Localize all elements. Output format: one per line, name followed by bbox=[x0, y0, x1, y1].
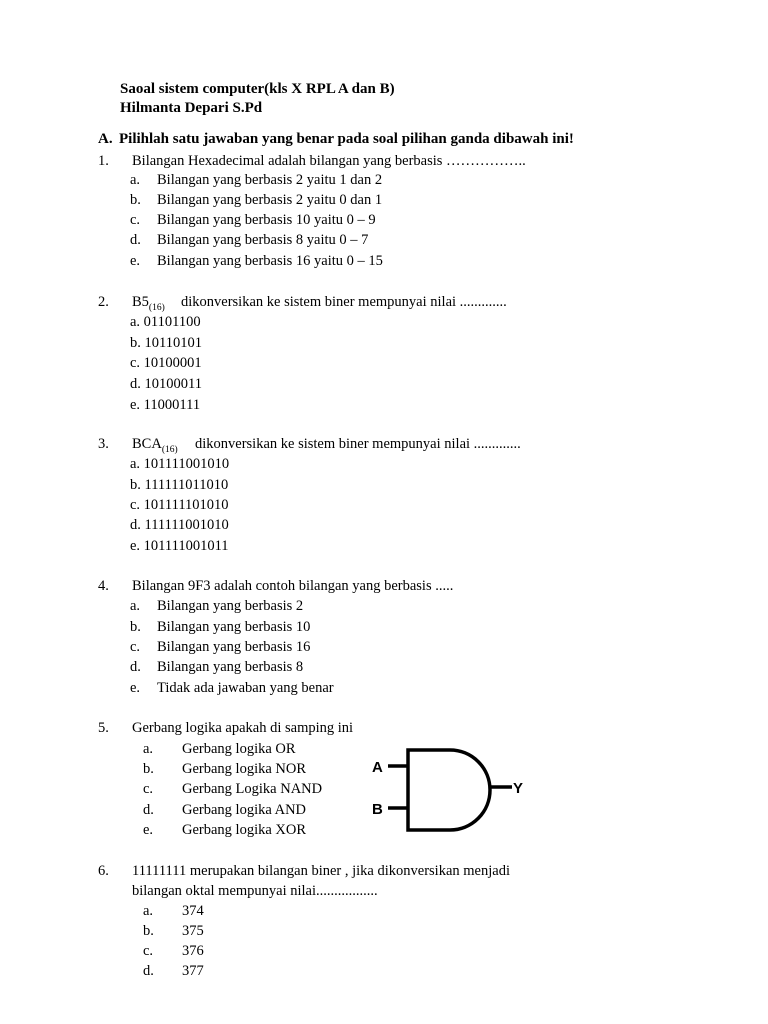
option-text: 376 bbox=[182, 943, 204, 959]
option-text: c. 10100001 bbox=[130, 355, 202, 371]
option-text: 374 bbox=[182, 903, 204, 919]
option-letter: b. bbox=[130, 619, 141, 635]
option-letter: d. bbox=[130, 659, 141, 675]
option-letter: c. bbox=[143, 943, 154, 959]
option-text: Bilangan yang berbasis 8 yaitu 0 – 7 bbox=[157, 232, 369, 248]
option-text: Gerbang logika NOR bbox=[182, 761, 307, 777]
option-text: Bilangan yang berbasis 16 bbox=[157, 639, 311, 655]
option-letter: e. bbox=[143, 822, 154, 838]
input-a-label: A bbox=[372, 759, 383, 776]
option-text: Bilangan yang berbasis 16 yaitu 0 – 15 bbox=[157, 253, 383, 269]
option-text: Bilangan yang berbasis 2 yaitu 0 dan 1 bbox=[157, 192, 383, 208]
option-text: Bilangan yang berbasis 8 bbox=[157, 659, 304, 675]
input-b-label: B bbox=[372, 801, 383, 818]
question-text: dikonversikan ke sistem biner mempunyai nilai ............. bbox=[181, 294, 507, 310]
output-label: Y bbox=[513, 780, 524, 797]
question-text: Gerbang logika apakah di samping ini bbox=[132, 720, 354, 736]
base-subscript: (16) bbox=[148, 303, 165, 313]
question-number: 2. bbox=[98, 294, 109, 310]
option-text: a. 01101100 bbox=[130, 314, 201, 330]
hex-value: BCA bbox=[132, 436, 162, 452]
option-text: e. 101111001011 bbox=[130, 538, 229, 554]
option-letter: b. bbox=[143, 761, 154, 777]
question-text: Bilangan 9F3 adalah contoh bilangan yang berbasis ..... bbox=[132, 578, 454, 594]
option-text: 377 bbox=[182, 963, 204, 979]
option-letter: e. bbox=[130, 253, 141, 269]
question-number: 4. bbox=[98, 578, 109, 594]
option-text: Bilangan yang berbasis 2 yaitu 1 dan 2 bbox=[157, 172, 383, 188]
option-text: 375 bbox=[182, 923, 204, 939]
question-number: 6. bbox=[98, 863, 109, 879]
option-text: Gerbang logika OR bbox=[182, 741, 296, 757]
question-number: 5. bbox=[98, 720, 109, 736]
option-letter: e. bbox=[130, 680, 141, 696]
option-text: a. 101111001010 bbox=[130, 456, 230, 472]
option-text: b. 111111011010 bbox=[130, 477, 229, 493]
option-letter: b. bbox=[143, 923, 154, 939]
question-text-continued: bilangan oktal mempunyai nilai................. bbox=[132, 883, 378, 899]
option-text: c. 101111101010 bbox=[130, 497, 229, 513]
option-letter: c. bbox=[130, 212, 141, 228]
document-title: Saoal sistem computer(kls X RPL A dan B) bbox=[120, 81, 395, 97]
document-author: Hilmanta Depari S.Pd bbox=[120, 100, 263, 116]
option-text: Gerbang logika AND bbox=[182, 802, 307, 818]
option-letter: c. bbox=[143, 781, 154, 797]
option-letter: d. bbox=[143, 963, 154, 979]
question-number: 1. bbox=[98, 153, 109, 169]
option-letter: d. bbox=[143, 802, 154, 818]
and-gate-body bbox=[408, 750, 490, 830]
question-prefix bbox=[132, 435, 178, 455]
option-text: d. 10100011 bbox=[130, 376, 202, 392]
question-text: 11111111 merupakan bilangan biner , jika dikonversikan menjadi bbox=[132, 863, 510, 879]
option-text: Bilangan yang berbasis 10 yaitu 0 – 9 bbox=[157, 212, 376, 228]
question-number: 3. bbox=[98, 436, 109, 452]
option-text: e. 11000111 bbox=[130, 397, 201, 413]
option-text: Bilangan yang berbasis 10 bbox=[157, 619, 311, 635]
option-text: Gerbang Logika NAND bbox=[182, 781, 323, 797]
question-text: Bilangan Hexadecimal adalah bilangan yang berbasis …………….. bbox=[132, 153, 526, 169]
option-text: Tidak ada jawaban yang benar bbox=[157, 680, 334, 696]
question-text: dikonversikan ke sistem biner mempunyai nilai ............. bbox=[195, 436, 521, 452]
option-text: d. 111111001010 bbox=[130, 517, 229, 533]
option-letter: a. bbox=[130, 598, 141, 614]
option-letter: a. bbox=[143, 903, 154, 919]
option-letter: a. bbox=[130, 172, 141, 188]
question-prefix bbox=[132, 293, 165, 313]
section-instruction: Pilihlah satu jawaban yang benar pada soal pilihan ganda dibawah ini! bbox=[119, 131, 574, 147]
option-text: Bilangan yang berbasis 2 bbox=[157, 598, 304, 614]
option-text: Gerbang logika XOR bbox=[182, 822, 307, 838]
option-text: b. 10110101 bbox=[130, 335, 202, 351]
option-letter: a. bbox=[143, 741, 154, 757]
option-letter: b. bbox=[130, 192, 141, 208]
section-letter: A. bbox=[98, 131, 113, 147]
option-letter: d. bbox=[130, 232, 141, 248]
hex-value: B5 bbox=[132, 294, 149, 310]
base-subscript: (16) bbox=[161, 445, 178, 455]
option-letter: c. bbox=[130, 639, 141, 655]
and-gate-diagram bbox=[370, 742, 540, 842]
